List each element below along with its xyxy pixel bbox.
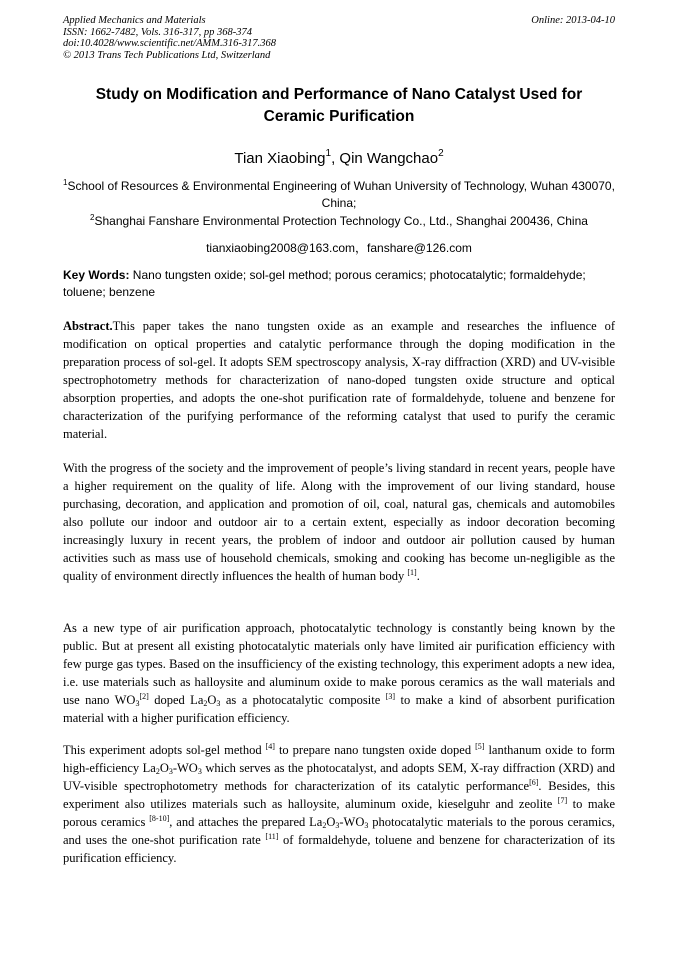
author-emails: tianxiaobing2008@163.com，fanshare@126.com <box>206 241 472 255</box>
copyright-line: © 2013 Trans Tech Publications Ltd, Switzerland <box>63 49 271 61</box>
abstract-label: Abstract. <box>63 319 113 333</box>
paragraph-text: photocatalytic materials to the porous ceramics, and uses the one-shot purification rate <box>63 815 615 847</box>
doi-line: doi:10.4028/www.scientific.net/AMM.316-317.368 <box>63 38 276 49</box>
paragraph-text: to prepare nano tungsten oxide doped <box>274 743 476 757</box>
affiliation-text: School of Resources & Environmental Engineering of Wuhan University of Technology, Wuhan 430070, China; <box>67 179 615 210</box>
paragraph-text: With the progress of the society and the improvement of people’s living standard in recent years, people have a higher requirement on the quality of life. Along with the improvement of our living standard, house purchasing, decoration, and application and promotion of oil, coal, natural gas, chemicals and automobiles also pollute our indoor and outdoor air to a certain extent, especially as indoor decoration becoming increasingly luxury in recent years, the problem of indoor and outdoor air pollution caused by human activities such as mass use of household chemicals, smoking and cooking has become un-negligible as the quality of environment directly influences the health of human body <box>63 461 615 583</box>
subscript: 3 <box>216 699 221 708</box>
citation: [11] <box>265 832 279 841</box>
citation: [1] <box>407 568 417 577</box>
citation: [3] <box>385 692 396 701</box>
abstract-text: This paper takes the nano tungsten oxide as an example and researches the influence of modification on optical properties and catalytic performance through the doping modification in the preparation process of sol-gel. It adopts SEM spectroscopy analysis, X-ray diffraction (XRD) and UV-visible spectrophotometry methods for characterization of nano-doped tungsten oxide structure and optical absorption properties, and adopts the one-shot purification rate of formaldehyde, toluene and benzene for characterization of the purifying performance of the reforming catalyst that used to purify the ceramic material. <box>63 319 615 441</box>
journal-header <box>63 15 615 61</box>
paragraph-text: -WO <box>339 815 365 829</box>
citation: [6] <box>529 778 539 787</box>
paragraph-text: -WO <box>172 761 198 775</box>
paragraph-text: which serves as the photocatalyst, and adopts SEM, X-ray diffraction (XRD) and UV-visible spectrophotometry methods for characterization of its catalytic performance <box>63 761 615 793</box>
subscript: 3 <box>197 767 202 776</box>
online-date: Online: 2013-04-10 <box>531 15 615 26</box>
keywords <box>63 267 615 301</box>
keywords-text: Nano tungsten oxide; sol-gel method; porous ceramics; photocatalytic; formaldehyde; toluene; benzene <box>63 268 586 299</box>
paragraph-text: . Besides, this experiment also utilizes materials such as halloysite, aluminum oxide, kieselguhr and zeolite <box>63 779 615 811</box>
paragraph-text: doped La <box>148 693 204 707</box>
author-sup: 2 <box>438 148 444 159</box>
paper-title: Study on Modification and Performance of Nano Catalyst Used for Ceramic Purification <box>95 86 583 125</box>
citation: [8-10] <box>149 814 170 823</box>
body-paragraph-1 <box>63 459 615 585</box>
affiliation-sup: 2 <box>90 213 95 222</box>
paragraph-text: O <box>326 815 336 829</box>
paragraph-text: to make a kind of absorbent purification material with a higher purification efficiency. <box>63 693 615 725</box>
subscript: 3 <box>335 821 340 830</box>
paragraph-text: As a new type of air purification approach, photocatalytic technology is constantly being known by the public. But at present all existing photocatalytic materials only have limited air purification efficiency with few purge gas types. Based on the insufficiency of the existing technology, this experiment adopts a new idea, i.e. use materials such as halloysite and aluminum oxide to make porous ceramics as the wall materials and use nano WO <box>63 621 615 707</box>
keywords-label: Key Words: <box>63 268 130 282</box>
author-name: Tian Xiaobing <box>234 150 326 167</box>
paragraph-text: This experiment adopts sol-gel method <box>63 743 266 757</box>
affiliation-1 <box>63 178 615 212</box>
affiliation-sup: 1 <box>63 178 68 187</box>
author-list <box>63 149 615 169</box>
paragraph-text: as a photocatalytic composite <box>220 693 386 707</box>
body-paragraph-3 <box>63 741 615 867</box>
author-sup: 1 <box>325 148 332 159</box>
subscript: 3 <box>364 821 369 830</box>
issn-line: ISSN: 1662-7482, Vols. 316-317, pp 368-374 <box>63 26 252 38</box>
author-separator: , <box>331 150 340 167</box>
subscript: 2 <box>203 699 208 708</box>
paragraph-text: to make porous ceramics <box>63 797 615 829</box>
citation: [5] <box>475 742 485 751</box>
paragraph-text: of formaldehyde, toluene and benzene for characterization of its purification efficiency. <box>63 833 615 865</box>
paragraph-text: lanthanum oxide to form high-efficiency La <box>63 743 615 775</box>
subscript: 2 <box>322 821 327 830</box>
journal-name: Applied Mechanics and Materials <box>63 15 206 26</box>
citation: [4] <box>265 742 275 751</box>
citation: [2] <box>139 692 149 701</box>
paragraph-text: O <box>159 761 169 775</box>
body-paragraph-2 <box>63 619 615 727</box>
affiliation-text: Shanghai Fanshare Environmental Protection Technology Co., Ltd., Shanghai 200436, China <box>94 214 588 228</box>
subscript: 3 <box>135 699 140 708</box>
subscript: 2 <box>155 767 160 776</box>
citation: [7] <box>557 796 568 805</box>
subscript: 3 <box>168 767 173 776</box>
affiliation-2 <box>63 213 615 230</box>
paragraph-text: O <box>207 693 217 707</box>
abstract-paragraph <box>63 317 615 443</box>
paragraph-text: . <box>416 569 420 583</box>
author-name: Qin Wangchao <box>339 150 439 167</box>
paragraph-text: , and attaches the prepared La <box>169 815 323 829</box>
